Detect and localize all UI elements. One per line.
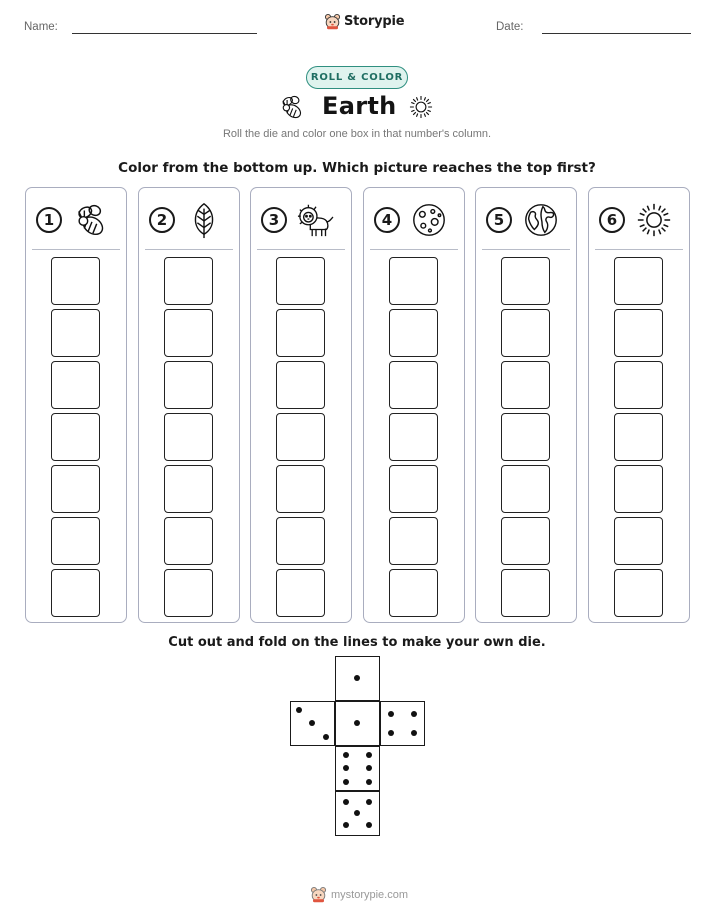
color-box[interactable] bbox=[164, 465, 213, 513]
color-box[interactable] bbox=[501, 413, 550, 461]
color-box[interactable] bbox=[164, 361, 213, 409]
column-divider bbox=[595, 249, 683, 250]
color-box[interactable] bbox=[51, 569, 100, 617]
column-divider bbox=[370, 249, 458, 250]
die-instruction: Cut out and fold on the lines to make your own die. bbox=[168, 635, 546, 650]
color-box[interactable] bbox=[51, 361, 100, 409]
column-4 bbox=[363, 187, 465, 623]
column-header bbox=[139, 188, 239, 250]
color-box[interactable] bbox=[389, 309, 438, 357]
color-box[interactable] bbox=[51, 517, 100, 565]
color-box[interactable] bbox=[614, 361, 663, 409]
column-number: 1 bbox=[36, 207, 62, 233]
die-pip bbox=[343, 799, 349, 805]
color-box[interactable] bbox=[389, 465, 438, 513]
storypie-mascot-icon bbox=[310, 886, 327, 903]
column-number: 4 bbox=[374, 207, 400, 233]
column-header bbox=[476, 188, 576, 250]
die-pip bbox=[388, 711, 394, 717]
die-face bbox=[380, 701, 425, 746]
column-header bbox=[26, 188, 126, 250]
column-header bbox=[364, 188, 464, 250]
column-divider bbox=[145, 249, 233, 250]
color-box[interactable] bbox=[389, 413, 438, 461]
color-box[interactable] bbox=[276, 569, 325, 617]
die-face bbox=[290, 701, 335, 746]
color-box[interactable] bbox=[276, 361, 325, 409]
color-box[interactable] bbox=[276, 465, 325, 513]
color-box[interactable] bbox=[614, 465, 663, 513]
color-box[interactable] bbox=[614, 413, 663, 461]
page-title: Earth bbox=[322, 92, 397, 120]
color-box[interactable] bbox=[51, 257, 100, 305]
die-pip bbox=[366, 779, 372, 785]
bee-icon bbox=[278, 93, 306, 121]
sun-icon bbox=[408, 94, 434, 120]
column-number: 2 bbox=[149, 207, 175, 233]
die-pip bbox=[366, 765, 372, 771]
die-face bbox=[335, 791, 380, 836]
die-pip bbox=[343, 752, 349, 758]
die-pip bbox=[296, 707, 302, 713]
column-number: 3 bbox=[261, 207, 287, 233]
color-box[interactable] bbox=[614, 569, 663, 617]
column-header bbox=[251, 188, 351, 250]
color-box[interactable] bbox=[276, 257, 325, 305]
color-box[interactable] bbox=[614, 309, 663, 357]
color-box[interactable] bbox=[164, 413, 213, 461]
column-divider bbox=[257, 249, 345, 250]
die-face bbox=[335, 701, 380, 746]
die-pip bbox=[343, 779, 349, 785]
color-box[interactable] bbox=[164, 569, 213, 617]
color-box[interactable] bbox=[501, 569, 550, 617]
brand-name: Storypie bbox=[344, 14, 405, 29]
column-divider bbox=[32, 249, 120, 250]
color-box[interactable] bbox=[389, 517, 438, 565]
color-box[interactable] bbox=[389, 569, 438, 617]
earth-globe-icon bbox=[522, 201, 560, 239]
column-1 bbox=[25, 187, 127, 623]
moon-icon bbox=[410, 201, 448, 239]
sun-icon bbox=[635, 201, 673, 239]
date-line[interactable] bbox=[542, 33, 691, 34]
die-pip bbox=[366, 799, 372, 805]
color-box[interactable] bbox=[501, 257, 550, 305]
date-label: Date: bbox=[496, 21, 524, 33]
color-box[interactable] bbox=[276, 413, 325, 461]
die-pip bbox=[354, 810, 360, 816]
column-6 bbox=[588, 187, 690, 623]
die-pip bbox=[343, 765, 349, 771]
color-box[interactable] bbox=[164, 517, 213, 565]
column-divider bbox=[482, 249, 570, 250]
die-pip bbox=[411, 730, 417, 736]
color-box[interactable] bbox=[614, 517, 663, 565]
name-label: Name: bbox=[24, 21, 58, 33]
column-2 bbox=[138, 187, 240, 623]
column-number: 6 bbox=[599, 207, 625, 233]
color-box[interactable] bbox=[164, 257, 213, 305]
storypie-mascot-icon bbox=[324, 13, 341, 30]
die-pip bbox=[354, 720, 360, 726]
die-face bbox=[335, 746, 380, 791]
leaf-icon bbox=[185, 201, 223, 239]
color-box[interactable] bbox=[501, 361, 550, 409]
name-line[interactable] bbox=[72, 33, 257, 34]
color-box[interactable] bbox=[389, 257, 438, 305]
bee-icon bbox=[72, 201, 110, 239]
instruction-heading: Color from the bottom up. Which picture reaches the top first? bbox=[118, 160, 596, 176]
column-header bbox=[589, 188, 689, 250]
color-box[interactable] bbox=[501, 517, 550, 565]
color-box[interactable] bbox=[164, 309, 213, 357]
die-pip bbox=[343, 822, 349, 828]
footer-url: mystorypie.com bbox=[331, 888, 409, 901]
color-box[interactable] bbox=[614, 257, 663, 305]
storypie-logo bbox=[324, 13, 404, 30]
subtitle: Roll the die and color one box in that number's column. bbox=[222, 128, 492, 140]
color-box[interactable] bbox=[501, 309, 550, 357]
column-number: 5 bbox=[486, 207, 512, 233]
activity-badge: ROLL & COLOR bbox=[306, 66, 408, 89]
lion-icon bbox=[297, 201, 335, 239]
die-pip bbox=[411, 711, 417, 717]
column-3 bbox=[250, 187, 352, 623]
die-pip bbox=[354, 675, 360, 681]
die-pip bbox=[323, 734, 329, 740]
color-box[interactable] bbox=[51, 309, 100, 357]
color-box[interactable] bbox=[501, 465, 550, 513]
footer bbox=[310, 886, 408, 903]
die-pip bbox=[366, 822, 372, 828]
die-face bbox=[335, 656, 380, 701]
color-box[interactable] bbox=[276, 309, 325, 357]
die-pip bbox=[309, 720, 315, 726]
column-5 bbox=[475, 187, 577, 623]
color-box[interactable] bbox=[51, 465, 100, 513]
die-pip bbox=[366, 752, 372, 758]
die-pip bbox=[388, 730, 394, 736]
color-box[interactable] bbox=[389, 361, 438, 409]
color-box[interactable] bbox=[51, 413, 100, 461]
color-box[interactable] bbox=[276, 517, 325, 565]
